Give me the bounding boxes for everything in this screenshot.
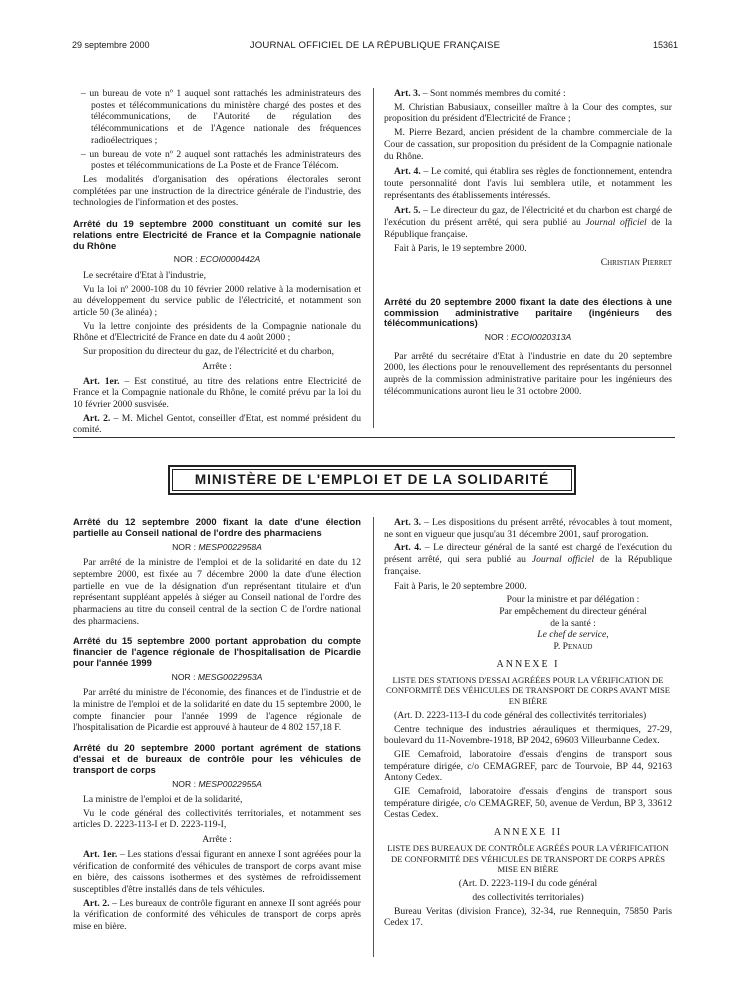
ministry-banner: MINISTÈRE DE L'EMPLOI ET DE LA SOLIDARITÉ (168, 465, 576, 495)
nor-code: MESP0022958A (198, 541, 262, 552)
article-4 (384, 166, 672, 201)
article-label: Art. 5. (394, 205, 421, 217)
annex-2-heading: ANNEXE II (493, 827, 563, 839)
nor-code: MESP0022955A (198, 778, 262, 789)
page-header (72, 40, 678, 54)
top-right-column (384, 88, 672, 400)
annex-1-heading: ANNEXE I (496, 658, 560, 670)
annex-1-title: LISTE DES STATIONS D'ESSAI AGRÉÉES POUR LA VÉRIFICATION DE CONFORMITÉ DES VÉHICULES DE TRANSPORT DE CORPS AVANT MISE EN BIÈRE (385, 674, 671, 706)
paragraph: Le secrétaire d'Etat à l'industrie, (83, 269, 207, 281)
article-text: – Le comité, qui établira ses règles de fonctionnement, entendra toute personnalité dont l'avis lui semblera utile, et notamment les représentants des établissements intéressés. (384, 166, 672, 201)
article-label: Art. 4. (394, 542, 422, 554)
article-text: – M. Michel Gentot, conseiller d'Etat, est nommé président du comité. (73, 412, 362, 436)
arrete-title-picardie: Arrêté du 15 septembre 2000 portant approbation du compte financier de l'agence régionale de l'hospitalisation de Picardie pour l'année 1999 (73, 635, 361, 668)
fait-a-paris: Fait à Paris, le 20 septembre 2000. (394, 580, 527, 592)
journal-title: JOURNAL OFFICIEL DE LA RÉPUBLIQUE FRANÇAISE (249, 40, 501, 51)
article-2 (73, 413, 361, 436)
nor-label: NOR : (172, 778, 196, 789)
signature-line: Pour la ministre et par délégation : (506, 594, 640, 606)
article-3 (384, 88, 672, 100)
nor-reference (73, 672, 361, 682)
paragraph: Sur proposition du directeur du gaz, de l'électricité et du charbon, (83, 346, 335, 358)
station-entry: GIE Cemafroid, laboratoire d'essais d'engins de transport sous température dirigée, c/o CEMAGREF, 50, avenue de Verdun, BP 3, 33612 Cestas Cedex. (384, 786, 672, 821)
article-label: Art. 1er. (83, 848, 118, 860)
annex-2-reference: (Art. D. 2223-119-I du code général (458, 878, 598, 890)
paragraph: Vu le code général des collectivités territoriales, et notamment ses articles D. 2223-113-I et D. 2223-119-I, (73, 807, 361, 831)
paragraph: Vu la lettre conjointe des présidents de la Compagnie nationale du Rhône et d'Electricité de France en date du 4 août 2000 ; (73, 320, 361, 344)
article-label: Art. 4. (394, 166, 421, 178)
page-number: 15361 (652, 40, 678, 50)
signature-line: Par empêchement du directeur général (499, 605, 647, 617)
nor-label: NOR : (484, 332, 509, 343)
station-entry: GIE Cemafroid, laboratoire d'essais d'engins de transport sous température dirigée, c/o CEMAGREF, parc de Tourvoie, BP 44, 92163 Antony Cedex. (384, 748, 672, 784)
arrete-title-elections: Arrêté du 20 septembre 2000 fixant la date des élections à une commission administrative paritaire (ingénieurs des télécommunications) (384, 295, 672, 329)
article-2 (73, 898, 361, 933)
paragraph-modalites: Les modalités d'organisation des opérations électorales seront complétées par une instruction de la directrice générale de l'industrie, des technologies de l'information et des postes. (73, 173, 361, 209)
nor-code: ECOI0020313A (511, 332, 572, 343)
nor-reference (73, 254, 361, 264)
fait-a-paris: Fait à Paris, le 19 septembre 2000. (394, 243, 527, 255)
article-text: – Sont nommés membres du comité : (422, 88, 566, 99)
article-text: – Est constitué, au titre des relations entre Electricité de France et la Compagnie nationale du Rhône, le comité prévu par la loi du 10 février 2000 susvisée. (73, 375, 361, 410)
article-3 (384, 517, 672, 540)
article-label: Art. 2. (83, 412, 111, 424)
nor-reference (384, 332, 672, 342)
column-divider (373, 88, 374, 428)
bottom-right-column (384, 517, 672, 931)
article-text: – Les bureaux de contrôle figurant en annexe II sont agréés pour la vérification de conformité des véhicules de transport de corps après mise en bière. (73, 897, 362, 933)
paragraph: Par arrêté du secrétaire d'Etat à l'industrie en date du 20 septembre 2000, les élections pour le renouvellement des représentants du personnel auprès de la commission administrative paritaire pour les ingénieurs des télécommunications auront lieu le 31 octobre 2000. (384, 350, 672, 397)
nor-label: NOR : (172, 541, 196, 552)
paragraph: La ministre de l'emploi et de la solidarité, (83, 793, 243, 805)
arrete-title-pharmaciens: Arrêté du 12 septembre 2000 fixant la date d'une élection partielle au Conseil national de l'ordre des pharmaciens (73, 516, 361, 538)
article-text: – Les stations d'essai figurant en annexe I sont agréées pour la vérification de conformité des véhicules de transport de corps avant mise en bière, des caissons isothermes et des systèmes de refroidissement susceptibles d'être installés dans de tels véhicules. (73, 848, 361, 895)
paragraph: Par arrêté du ministre de l'économie, des finances et de l'industrie et de la ministre de l'emploi et de la solidarité en date du 15 septembre 2000, le compte financier pour l'année 1999 de l'agence régionale de l'hospitalisation de Picardie est approuvé à hauteur de 4 802 157,18 F. (73, 687, 361, 734)
arrete-title-comite: Arrêté du 19 septembre 2000 constituant un comité sur les relations entre Electricité de France et la Compagnie nationale du Rhône (73, 218, 361, 251)
signature: Christian Pierret (600, 257, 672, 269)
nor-label: NOR : (171, 671, 196, 682)
bullet-bureau-2: – un bureau de vote nº 2 auquel sont rattachés les administrateurs des postes et télécommunications de La Poste et de France Télécom. (81, 148, 361, 172)
nor-code: ECOI0000442A (200, 254, 261, 265)
member-2: M. Pierre Bezard, ancien président de la chambre commerciale de la Cour de cassation, sur proposition du président de la Compagnie nationale du Rhône. (384, 127, 672, 162)
article-1 (73, 376, 361, 411)
annex-1-reference: (Art. D. 2223-113-I du code général des collectivités territoriales) (394, 709, 647, 721)
top-left-column (73, 88, 361, 438)
article-text: de la République française. (384, 217, 673, 240)
station-entry: Centre technique des industries aérauliques et thermiques, 27-29, boulevard du 11-Novembre-1918, BP 2042, 69603 Villeurbanne Cedex. (384, 723, 672, 747)
article-text: – Le directeur du gaz, de l'électricité et du charbon est chargé de l'exécution du présent arrêté, qui sera publié au (384, 205, 673, 229)
annex-2-reference: des collectivités territoriales) (472, 892, 584, 904)
article-label: Art. 1er. (83, 375, 120, 387)
nor-reference (73, 779, 361, 789)
article-4 (384, 542, 672, 577)
journal-officiel-ref: Journal officiel (585, 217, 647, 229)
signature-line: Le chef de service, (537, 629, 609, 641)
article-text: – Le directeur général de la santé est chargé de l'exécution du présent arrêté, qui sera publié au (384, 542, 672, 566)
article-label: Art. 3. (394, 88, 421, 99)
section-divider (73, 437, 675, 438)
article-text: de la République française. (384, 554, 673, 577)
journal-officiel-ref: Journal officiel (531, 554, 595, 566)
nor-reference (73, 542, 361, 552)
article-label: Art. 2. (83, 897, 110, 909)
nor-code: MESG0022953A (197, 671, 263, 682)
nor-label: NOR : (173, 254, 198, 265)
paragraph: Vu la loi nº 2000-108 du 10 février 2000 relative à la modernisation et au développement du service public de l'électricité, et notamment son article 50 (3e alinéa) ; (73, 283, 361, 319)
article-1 (73, 849, 361, 896)
bullet-bureau-1: – un bureau de vote nº 1 auquel sont rattachés les administrateurs des postes et télécommunications du ministère chargé des postes et des télécommunications, de l'Autorité de régulation des télécommunications et de l'Agence nationale des fréquences radioélectriques ; (81, 88, 361, 146)
header-date: 29 septembre 2000 (72, 40, 150, 50)
signature-name: P. Penaud (553, 641, 593, 653)
arrete-label: Arrête : (202, 834, 232, 846)
arrete-label: Arrête : (202, 360, 232, 372)
article-label: Art. 3. (394, 517, 422, 528)
member-1: M. Christian Babusiaux, conseiller maître à la Cour des comptes, sur proposition du président d'Electricité de France ; (384, 101, 672, 125)
column-divider (373, 517, 374, 957)
bottom-left-column (73, 517, 361, 935)
article-text: – Les dispositions du présent arrêté, révocables à tout moment, ne sont en vigueur que jusqu'au 31 décembre 2001, sauf prorogation. (384, 517, 672, 540)
article-5 (384, 205, 672, 240)
annex-2-title: LISTE DES BUREAUX DE CONTRÔLE AGRÉÉS POUR LA VÉRIFICATION DE CONFORMITÉ DES VÉHICULES DE TRANSPORT DE CORPS APRÈS MISE EN BIÈRE (387, 843, 669, 874)
signature-block (384, 594, 672, 653)
paragraph: Par arrêté de la ministre de l'emploi et de la solidarité en date du 12 septembre 2000, est fixée au 7 décembre 2000 la date d'une élection partielle en vue de la désignation d'un représentant titulaire et d'un représentant suppléant appelés à siéger au Conseil national de l'ordre des pharmaciens au titre du conseil central de la section C de l'ordre national des pharmaciens. (73, 557, 361, 627)
bureau-entry: Bureau Veritas (division France), 32-34, rue Rennequin, 75850 Paris Cedex 17. (384, 905, 672, 929)
signature-line: de la santé : (550, 617, 596, 629)
arrete-title-vehicules: Arrêté du 20 septembre 2000 portant agrément de stations d'essai et de bureaux de contrôle pour les véhicules de transport de corps (73, 742, 361, 775)
